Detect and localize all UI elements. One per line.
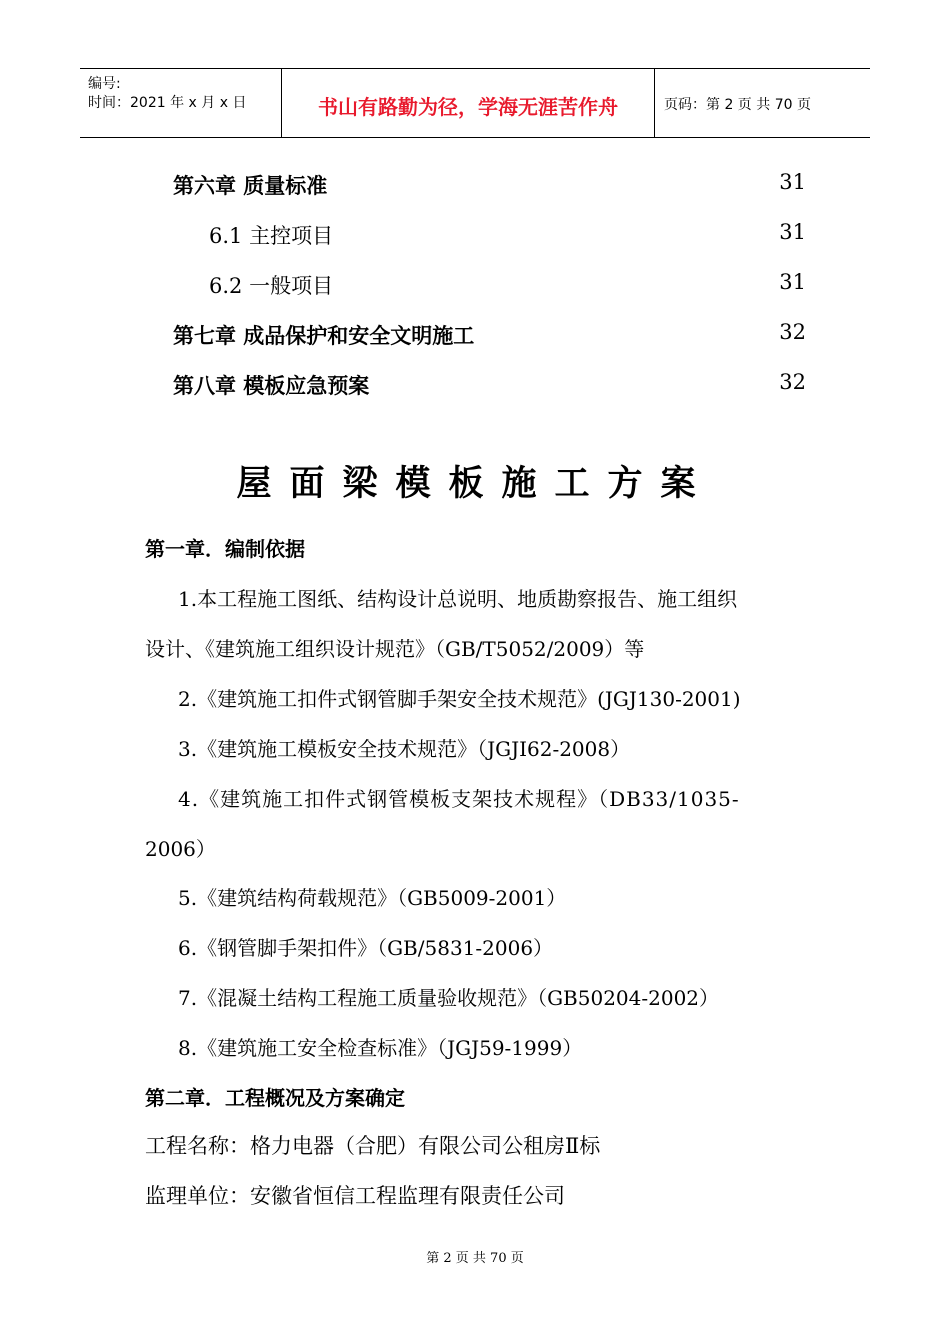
toc-entry-page: 31	[779, 270, 806, 294]
header-right-cell	[655, 69, 870, 137]
reference-item: 6.《钢管脚手架扣件》（GB/5831-2006）	[178, 936, 554, 960]
document-date: 时间：2021 年 x 月 x 日	[88, 95, 247, 111]
toc-entry	[0, 370, 950, 400]
chapter-heading: 第二章．工程概况及方案确定	[145, 1086, 405, 1110]
toc-entry-title: 第八章 模板应急预案	[173, 374, 370, 398]
toc-entry-page: 31	[779, 170, 806, 194]
toc-entry-title: 第七章 成品保护和安全文明施工	[173, 324, 475, 348]
toc-entry-title: 第六章 质量标准	[173, 174, 328, 198]
reference-item: 7.《混凝土结构工程施工质量验收规范》（GB50204-2002）	[178, 986, 720, 1010]
toc-entry	[0, 170, 950, 200]
reference-item: 1.本工程施工图纸、结构设计总说明、地质勘察报告、施工组织	[178, 587, 738, 611]
toc-entry-page: 32	[779, 370, 806, 394]
chapter-heading: 第一章．编制依据	[145, 537, 305, 561]
reference-item: 设计、《建筑施工组织设计规范》（GB/T5052/2009）等	[145, 637, 645, 661]
supervisor-unit: 监理单位：安徽省恒信工程监理有限责任公司	[145, 1184, 565, 1208]
document-title: 屋面梁模板施工方案	[236, 464, 714, 504]
reference-item: 8.《建筑施工安全检查标准》（JGJ59-1999）	[178, 1036, 583, 1060]
toc-entry	[0, 320, 950, 350]
document-number-label: 编号:	[88, 76, 121, 92]
header-page-info: 页码：第 2 页 共 70 页	[664, 97, 811, 113]
toc-entry	[0, 270, 950, 300]
toc-entry-title: 6.2 一般项目	[209, 274, 334, 298]
project-name: 工程名称：格力电器（合肥）有限公司公租房Ⅱ标	[145, 1134, 601, 1158]
page-header	[80, 68, 870, 138]
reference-item: 4.《建筑施工扣件式钢管模板支架技术规程》（DB33/1035-	[178, 787, 740, 811]
header-left-cell	[80, 69, 282, 137]
reference-item: 3.《建筑施工模板安全技术规范》（JGJI62-2008）	[178, 737, 631, 761]
reference-item: 2006）	[145, 837, 216, 861]
header-motto: 书山有路勤为径，学海无涯苦作舟	[318, 95, 618, 119]
reference-item: 2.《建筑施工扣件式钢管脚手架安全技术规范》(JGJ130-2001)	[178, 687, 741, 711]
toc-entry-page: 32	[779, 320, 806, 344]
page-footer: 第 2 页 共 70 页	[426, 1251, 524, 1266]
toc-entry-page: 31	[779, 220, 806, 244]
header-motto-cell	[282, 69, 655, 137]
toc-entry-title: 6.1 主控项目	[209, 224, 334, 248]
toc-entry	[0, 220, 950, 250]
reference-item: 5.《建筑结构荷载规范》（GB5009-2001）	[178, 886, 567, 910]
